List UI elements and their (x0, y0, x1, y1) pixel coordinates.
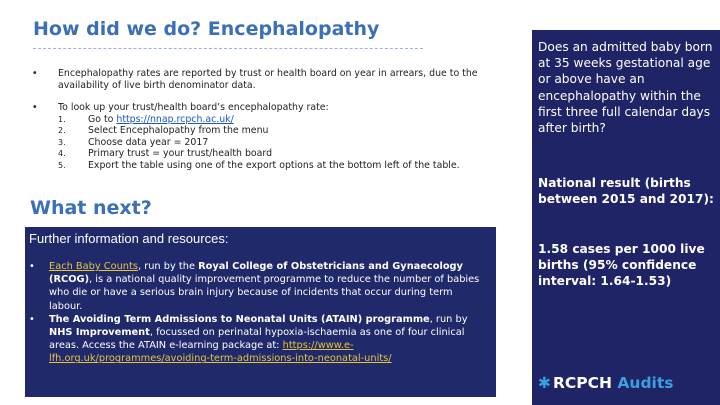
resource-text: , focussed on perinatal hypoxia-ischaemia as one of four clinical areas. Access the ATAIN e-learning package at: (49, 327, 465, 352)
step-text: Primary trust = your trust/health board (88, 148, 273, 159)
resource-text: , run by the (137, 261, 199, 272)
bullet-lookup-text: To look up your trust/health board’s encephalopathy rate: (58, 102, 329, 113)
rcpch-logo-icon: ✱ (538, 374, 551, 392)
atain-elearning-link[interactable]: https://www.e-lfh.org.uk/programmes/avoiding-term-admissions-into-neonatal-units/ (49, 340, 392, 365)
resources-box (25, 227, 496, 397)
resources-list (29, 260, 487, 366)
national-result-label: National result (births between 2015 and 2017): (538, 176, 714, 207)
step-number: 3. (58, 137, 66, 147)
bullet-marker: • (32, 102, 38, 113)
resource-each-baby-counts (29, 260, 487, 313)
bullet-rates (30, 68, 530, 91)
step-text: Choose data year = 2017 (88, 136, 209, 148)
logo-prefix: RCPCH (553, 374, 613, 392)
nnap-link[interactable]: https://nnap.rcpch.ac.uk/ (116, 113, 234, 125)
atain-name: The Avoiding Term Admissions to Neonatal Units (ATAIN) programme (49, 313, 430, 325)
bullet-marker: • (29, 313, 35, 325)
slide-title: How did we do? Encephalopathy (33, 18, 380, 40)
bullet-rates-text: Encephalopathy rates are reported by trust or health board on year in arrears, due to the availability of live birth denominator data. (58, 68, 478, 91)
national-result-value: 1.58 cases per 1000 live births (95% confidence interval: 1.64-1.53) (538, 242, 705, 289)
step-4 (58, 148, 530, 160)
step-number: 1. (58, 114, 66, 124)
step-3 (58, 137, 530, 149)
step-text: Go to (88, 113, 117, 125)
measure-question: Does an admitted baby born at 35 weeks gestational age or above have an encephalopathy within the first three full calendar days after birth? (538, 40, 713, 136)
bullet-marker: • (29, 261, 35, 272)
title-divider (33, 48, 423, 49)
resource-text: , run by (429, 313, 468, 325)
bullet-lookup (30, 102, 530, 114)
step-1 (58, 114, 530, 126)
rcog-name: Royal College of Obstetricians and Gynaecology (RCOG) (49, 261, 463, 286)
resources-heading: Further information and resources: (29, 231, 229, 246)
result-panel (532, 30, 720, 405)
instructions-list (30, 68, 530, 171)
step-number: 5. (58, 160, 66, 170)
what-next-heading: What next? (30, 197, 152, 219)
bullet-marker: • (32, 68, 38, 79)
logo-suffix: Audits (612, 374, 674, 392)
step-number: 2. (58, 126, 66, 135)
step-number: 4. (58, 149, 66, 158)
nhs-improvement-name: NHS Improvement (49, 327, 150, 339)
rcpch-audits-logo (538, 374, 674, 392)
step-5 (58, 160, 530, 172)
step-2 (58, 125, 530, 137)
resource-text: , is a national quality improvement programme to reduce the number of babies who die or have a serious brain injury because of incidents that occur during term labour. (49, 274, 480, 312)
each-baby-counts-link[interactable]: Each Baby Counts (49, 261, 138, 272)
resource-atain (29, 313, 487, 366)
step-text: Select Encephalopathy from the menu (88, 125, 269, 136)
step-text: Export the table using one of the export options at the bottom left of the table. (88, 159, 460, 171)
